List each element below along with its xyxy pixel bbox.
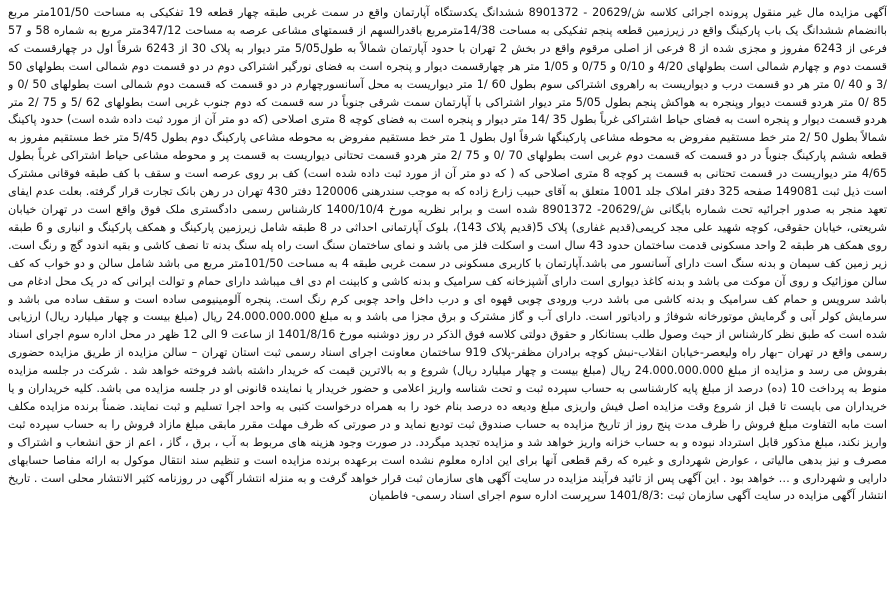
auction-notice-text: آگهی مزایده مال غیر منقول پرونده اجرائی کلاسه ش/20629 - 8901372 ششدانگ یکدستگاه آپارتمان واقع در سمت غربی طبقه چهار قطعه 19 تفکیکی به مساحت 101/50متر مربع باانضمام ششدانگ یک باب پارکینگ واقع در زیرزمین قطعه پنجم تفکیکی به مساحت 14/38مترمربع باقدرالسهم از قسمتهای مشاعی عرصه به مساحت 347/12متر مربع به شماره 58 و 57 فرعی از 6243 مفروز و مجزی شده از 8 فرعی از اصلی مرقوم واقع در بخش 2 تهران با حدود آپارتمان شمالاً به طول5/05 متر دیوار به پلاک 30 از 6243 شرقاً اول در چهارقسمت که قسمت دوم و چهارم شمالی است بطولهای 4/20 و 0/10 و 0/75 و 1/05 متر هر چهارقسمت دیوار و پنجره است به فضای نورگیر اشتراکی دوم در دو قسمت دوم شمالی است بطولهای 50 /3 و 40 /0 متر هر دو قسمت درب و دیواریست به راهروی اشتراکی سوم بطول 60 /1 متر دیواریست به محل آسانسورچهارم در دو قسمت که قسمت دوم شمالی است بطولهای 50 /0 و 85 /0 متر هردو قسمت دیوار وپنجره به هواکش پنجم بطول 5/05 متر دیوار اشتراکی با آپارتمان سمت شرقی جنوباً در سه قسمت که دوم جنوب غربی است بطولهای 62 /5 و 75 /2 متر هردو قسمت دیوار و پنجره است به فضای حیاط اشتراکی غرباً بطول 35 /14 متر دیوار و پنجره است به فضای کوچه 8 متری اصلاحی (که دو متر آن از مورد ثبت داده شده است) حدود پاکینگ شمالاً بطول 50 /2 متر خط مستقیم مفروض به محوطه مشاعی پارکینگها شرقاً اول بطول 1 متر خط مستقیم مفروض به محوطه مشاعی پارکینگ دوم بطول 5/45 متر خط مستقیم مفروز به قطعه ششم پارکینگ جنوباً در دو قسمت که قسمت دوم غربی است بطولهای 70 /0 و 75 /2 متر هردو قسمت تحتانی دیواریست به قسمت پر و محوطه مشاعی حیاط اشتراکی غرباً بطول 4/65 متر دیواریست در قسمت تحتانی به قسمت پر کوچه 8 متری اصلاحی که ( که دو متر آن از مورد ثبت داده شده است) کف بر روی عرصه است و سقف با کف طبقه فوقانی مشترک است ذیل ثبت 149081 صفحه 325 دفتر املاک جلد 1001 متعلق به آقای حبیب زارع زاده که به موجب سندرهنی 120006 دفتر 430 تهران در رهن بانک تجارت قرار گرفته. بعلت عدم ایفای تعهد منجر به صدور اجرائیه تحت شماره بایگانی ش/20629- 8901372 شده است و برابر نظریه مورخ 1400/10/4 کارشناس رسمی دادگستری ملک فوق واقع است در تهران خیابان شریعتی، خیابان حقوقی، کوچه شهید علی مجد کریمی(قدیم غفاری) پلاک 5(قدیم پلاک 143)، بلوک آپارتمانی احداثی در 8 طبقه شامل زیرزمین پارکینگ و همکف پارکینگ و انباری و 6 طبقه روی همکف هر طبقه 2 واحد مسکونی قدمت ساختمان حدود 43 سال است و اسکلت فلز می باشد و نمای ساختمان سنگ است راه پله سنگ بدنه تا نصف کاشی و بقیه اندود گچ و رنگ است. زیر زمین کف سیمان و بدنه سنگ است دارای آسانسور می باشد.آپارتمان با کاربری مسکونی در سمت غربی طبقه 4 به مساحت 101/50متر مربع می باشد شامل سالن و دو خواب که کف سالن موزائیک و روی آن موکت می باشد و بدنه کاغذ دیواری است دارای آشپزخانه کف سرامیک و بدنه کاشی و کابینت ام دی اف میباشد دارای حمام و توالت ایرانی که در یک محل ادغام می باشد سرویس و حمام کف سرامیک و بدنه کاشی می باشد درب ورودی چوبی قهوه ای و درب داخل واحد چوبی کرم رنگ است. پنجره آلومینیومی ساده است و سقف ساده می باشد و سرمایش کولر آبی و گرمایش موتورخانه شوفاژ و رادیاتور است. دارای آب و گاز مشترک و برق مجزا می باشد و به مبلغ 24.000.000.000 ریال (مبلغ بیست و چهار میلیارد ریال) ارزیابی شده است که طبق نظر کارشناس از حیث وصول طلب بستانکار و حقوق دولتی کلاسه فوق الذکر در روز دوشنبه مورخ 1401/8/16 از ساعت 9 الی 12 ظهر در محل اداره سوم اجرای اسناد رسمی واقع در تهران –بهار راه ولیعصر-خیابان انقلاب-نبش کوچه برادران مظفر-پلاک 919 ساختمان معاونت اجرای اسناد رسمی ثبت استان تهران – سالن مزایده از طریق مزایده حضوری بفروش می رسد و مزایده از مبلغ 24.000.000.000 ریال (مبلغ بیست و چهار میلیارد ریال) شروع و به بالاترین قیمت که خریدار داشته باشد فروخته خواهد شد . شرکت در جلسه مزایده منوط به پرداخت 10 (ده) درصد از مبلغ پایه کارشناسی به حساب سپرده ثبت و تحت شناسه واریز اعلامی و حضور خریدار یا نماینده قانونی او در جلسه مزایده می باشد. کلیه خریداران و یا خریداران می بایست تا قبل از شروع وقت مزایده اصل فیش واریزی مبلغ ودیعه ده درصد بنام خود را به همراه درخواست کتبی به واحد اجرا تسلیم و ثبت نمایند. ضمناً برنده مزایده مکلف است مابه التفاوت مبلغ فروش را ظرف مدت پنج روز از تاریخ مزایده به حساب صندوق ثبت تودیع نماید و در صورتی که ظرف مهلت مقرر مابقی مبلغ مازاد فروش را به حساب سپرده ثبت واریز نکند، مبلغ مذکور قابل استرداد نبوده و به حساب خزانه واریز خواهد شد و مزایده تجدید میگردد. در صورت وجود هزینه های مربوط به آب ، برق ، گاز ، اعم از حق انشعاب و اشتراک و مصرف و نیز بدهی مالیاتی ، عوارض شهرداری و غیره که رقم قطعی آنها برای این اداره معلوم نشده است برعهده برنده مزایده است و تنظیم سند انتقال موکول به ارائه مفاصا حسابهای دارایی و شهرداری و … خواهد بود . این آگهی پس از تائید فرآیند مزایده در سایت آگهی های سازمان ثبت قرار خواهد گرفت و به منزله انتشار آگهی در روزنامه کثیر الانتشار محلی است . تاریخ انتشار آگهی مزایده در سایت آگهی سازمان ثبت :1401/8/3 سرپرست اداره سوم اجرای اسناد رسمی- فاطمیان	[8, 6, 887, 503]
